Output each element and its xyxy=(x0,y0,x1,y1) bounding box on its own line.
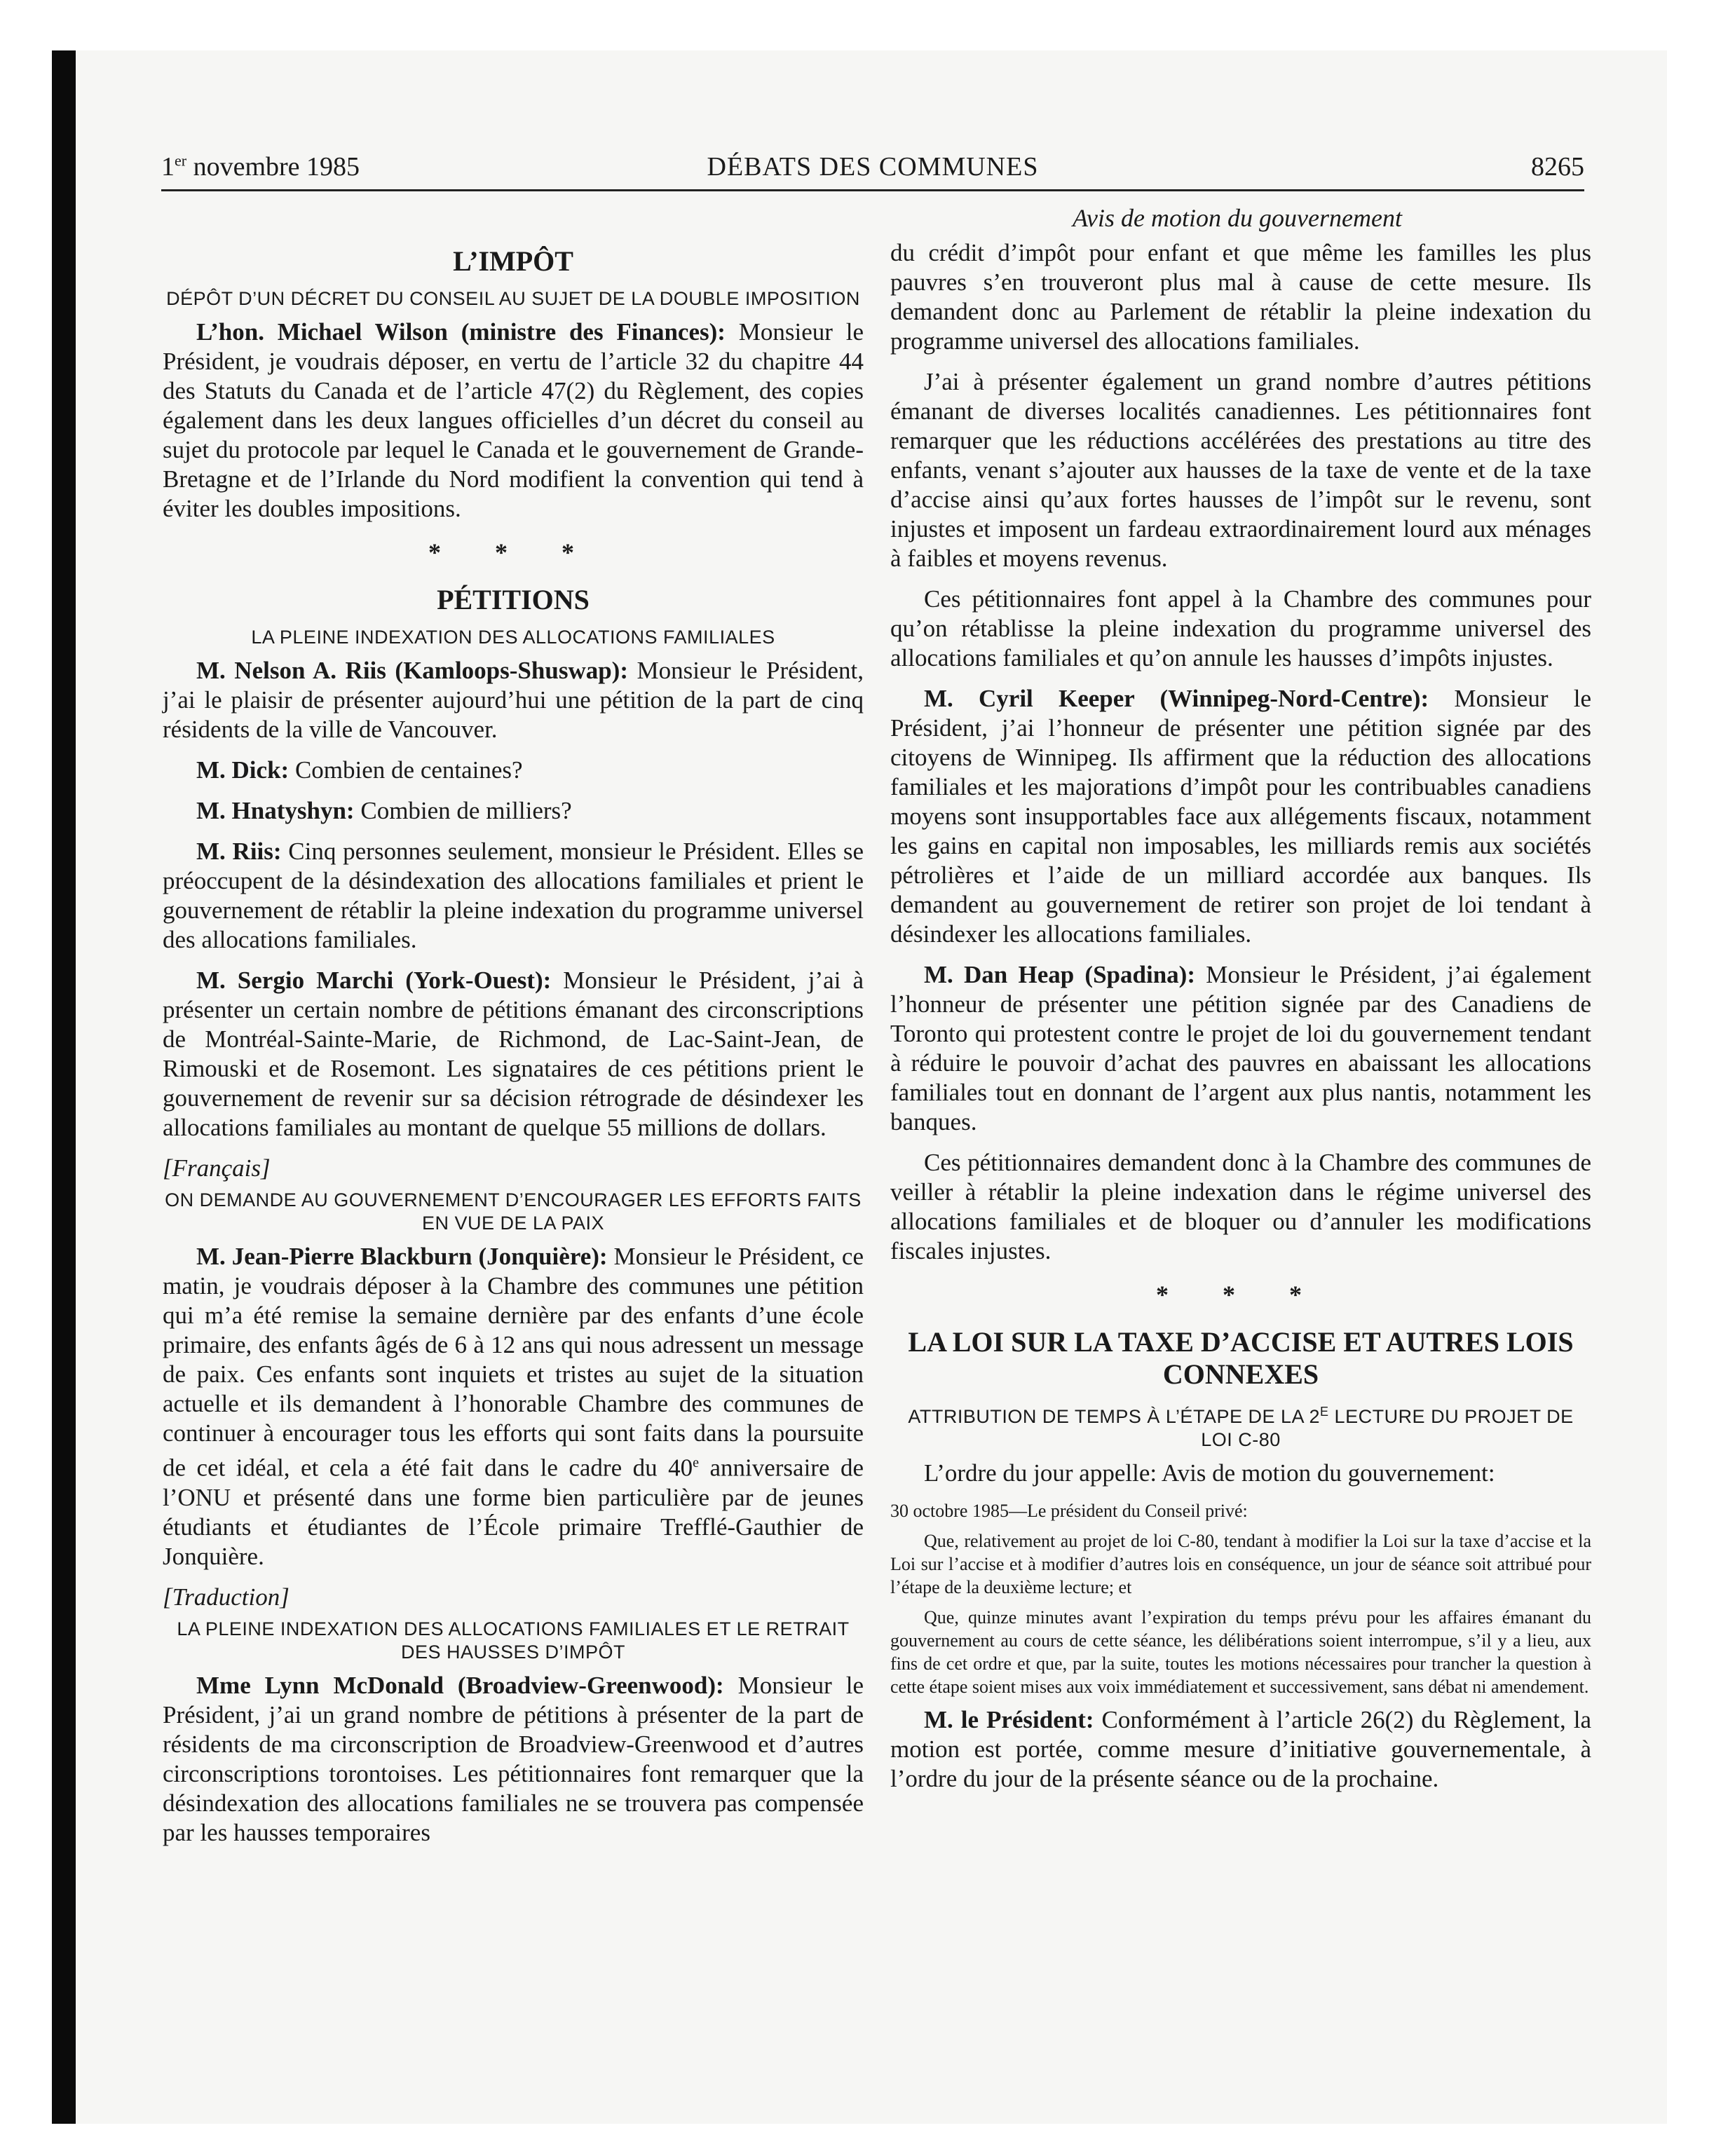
section-title-loi: LA LOI SUR LA TAXE D’ACCISE ET AUTRES LOIS CONNEXES xyxy=(908,1326,1574,1390)
section-subtitle-hausses: LA PLEINE INDEXATION DES ALLOCATIONS FAMILIALES ET LE RETRAIT DES HAUSSES D’IMPÔT xyxy=(177,1618,850,1663)
language-label-francais: [Français] xyxy=(163,1154,271,1182)
paragraph-blackburn: M. Jean-Pierre Blackburn (Jonquière): Monsieur le Président, ce matin, je voudrais déposer à la Chambre des communes une pétition qui m’a été remise la semaine dernière par des enfants d’une école primaire, des enfants âgés de 6 à 12 ans qui nous adressent un message de paix. Ces enfants sont inquiets et tristes au sujet de la situation actuelle et ils demandent à l’honorable Chambre des communes de continuer à encourager tous les efforts qui sont faits dans la poursuite de cet idéal, et cela a été fait dans le cadre du 40e anniversaire de l’ONU et présenté dans une forme bien particulière par de jeunes étudiants et étudiantes de l’École primaire Trefflé-Gauthier de Jonquière. xyxy=(163,1243,864,1570)
right-column xyxy=(890,238,1591,1805)
section-title-impot: L’IMPÔT xyxy=(453,245,573,277)
speaker-name: M. Hnatyshyn: xyxy=(196,797,355,824)
section-subtitle-attribution: ATTRIBUTION DE TEMPS À L’ÉTAPE DE LA $2^E$ LECTURE DU PROJET DE LOI C-80 xyxy=(908,1405,1574,1450)
header-date: 1er novembre 1985 xyxy=(161,151,360,182)
speaker-name: M. Riis: xyxy=(196,838,282,865)
scan-edge xyxy=(52,50,76,2124)
speaker-name: M. le Président: xyxy=(924,1706,1094,1733)
paragraph-president: M. le Président: Conformément à l’article 26(2) du Règlement, la motion est portée, comme mesure d’initiative gouvernementale, à l’ordre du jour de la présente séance ou de la prochaine. xyxy=(890,1706,1591,1792)
section-title-petitions: PÉTITIONS xyxy=(437,584,590,615)
paragraph-ordre-du-jour: L’ordre du jour appelle: Avis de motion du gouvernement: xyxy=(924,1459,1495,1487)
paragraph-mcdonald: Mme Lynn McDonald (Broadview-Greenwood): Monsieur le Président, j’ai un grand nombre de pétitions à présenter de la part de résidents de ma circonscription de Broadview-Greenwood et d’autres circonscriptions torontoises. Les pétitionnaires font remarquer que la désindexation des allocations familiales ne se trouvera pas compensée par les hausses temporaires xyxy=(163,1671,864,1846)
paragraph-heap: M. Dan Heap (Spadina): Monsieur le Président, j’ai également l’honneur de présenter une pétition signée par des Canadiens de Toronto qui protestent contre le projet de loi du gouvernement tendant à réduire le pouvoir d’achat des pauvres en abaissant les allocations familiales tout en donnant de l’argent aux plus nantis, notamment les banques. xyxy=(890,961,1591,1135)
speaker-name: L’hon. Michael Wilson (ministre des Finances): xyxy=(196,318,726,346)
language-label-traduction: [Traduction] xyxy=(163,1583,290,1611)
speaker-name: M. Dan Heap (Spadina): xyxy=(924,961,1195,988)
section-subtitle-paix: ON DEMANDE AU GOUVERNEMENT D’ENCOURAGER LES EFFORTS FAITS EN VUE DE LA PAIX xyxy=(165,1189,862,1234)
paragraph-riis: M. Nelson A. Riis (Kamloops-Shuswap): Monsieur le Président, j’ai le plaisir de présenter aujourd’hui une pétition de la part de cinq résidents de la ville de Vancouver. xyxy=(163,657,864,743)
paragraph-date-line: 30 octobre 1985—Le président du Conseil privé: xyxy=(890,1501,1248,1521)
paragraph-heap-2: Ces pétitionnaires demandent donc à la Chambre des communes de veiller à rétablir la pleine indexation dans le régime universel des allocations familiales et de bloquer ou d’annuler les modifications fiscales injustes. xyxy=(890,1149,1591,1264)
paragraph-continuation: du crédit d’impôt pour enfant et que même les familles les plus pauvres s’en trouveront plus mal à cause de cette mesure. Ils demandent donc au Parlement de rétablir la pleine indexation du programme universel des allocations familiales. xyxy=(890,239,1591,355)
motion-text-1: Que, relativement au projet de loi C-80, tendant à modifier la Loi sur la taxe d’accise et la Loi sur l’accise et à modifier d’autres lois en conséquence, un jour de séance soit attribué pour l’étape de la deuxième lecture; et xyxy=(890,1531,1591,1597)
paragraph-dick: M. Dick: Combien de centaines? xyxy=(196,756,523,784)
speaker-name: M. Nelson A. Riis (Kamloops-Shuswap): xyxy=(196,657,628,684)
section-subtitle-impot: DÉPÔT D’UN DÉCRET DU CONSEIL AU SUJET DE LA DOUBLE IMPOSITION xyxy=(166,288,860,309)
paragraph-keeper: M. Cyril Keeper (Winnipeg-Nord-Centre): Monsieur le Président, j’ai l’honneur de présenter une pétition signée par des citoyens de Winnipeg. Ils affirment que la réduction des allocations familiales et les majorations d’impôt pour les contribuables canadiens moyens sont insupportables face aux allégements fiscaux, notamment les gains en capital non imposables, les milliards remis aux sociétés pétrolières et l’aide de un milliard accordée aux banques. Ils demandent au gouvernement de retirer son projet de loi tendant à désindexer les allocations familiales. xyxy=(890,685,1591,948)
header-title: DÉBATS DES COMMUNES xyxy=(707,152,1039,182)
paragraph-wilson: L’hon. Michael Wilson (ministre des Finances): Monsieur le Président, je voudrais déposer, en vertu de l’article 32 du chapitre 44 des Statuts du Canada et de l’article 47(2) du Règlement, des copies également dans les deux langues officielles d’un décret du conseil au sujet du protocole par lequel le Canada et le gouvernement de Grande-Bretagne et de l’Irlande du Nord modifient la convention qui tend à éviter les doubles impositions. xyxy=(163,318,864,522)
motion-text-2: Que, quinze minutes avant l’expiration du temps prévu pour les affaires émanant du gouvernement au cours de cette séance, les délibérations soient interrompue, s’il y a lieu, aux fins de cet ordre et que, par la suite, toutes les motions nécessaires pour trancher la question à cette étape soient mises aux voix immédiatement et successivement, sans débat ni amendement. xyxy=(890,1607,1591,1697)
section-subtitle-indexation: LA PLEINE INDEXATION DES ALLOCATIONS FAMILIALES xyxy=(251,627,775,648)
section-divider: * * * xyxy=(428,538,598,566)
speaker-name: M. Cyril Keeper (Winnipeg-Nord-Centre): xyxy=(924,685,1429,712)
page-header xyxy=(161,147,1584,191)
speaker-name: Mme Lynn McDonald (Broadview-Greenwood): xyxy=(196,1671,724,1699)
paragraph-riis-2: M. Riis: Cinq personnes seulement, monsieur le Président. Elles se préoccupent de la désindexation des allocations familiales et prient le gouvernement de rétablir la pleine indexation du programme universel des allocations familiales. xyxy=(163,838,864,953)
speaker-name: M. Dick: xyxy=(196,756,290,784)
right-column-subheader: Avis de motion du gouvernement xyxy=(1073,204,1402,232)
header-page-number: 8265 xyxy=(1531,152,1584,182)
paragraph-marchi: M. Sergio Marchi (York-Ouest): Monsieur le Président, j’ai à présenter un certain nombre de pétitions émanant des circonscriptions de Montréal-Sainte-Marie, de Richmond, de Lac-Saint-Jean, de Rimouski et de Rosemont. Les signataires de ces pétitions prient le gouvernement de revenir sur sa décision rétrograde de désindexer les allocations familiales au montant de quelque 55 millions de dollars. xyxy=(163,967,864,1141)
speaker-name: M. Sergio Marchi (York-Ouest): xyxy=(196,967,552,994)
paragraph-appel: Ces pétitionnaires font appel à la Chambre des communes pour qu’on rétablisse la pleine indexation du programme universel des allocations familiales et qu’on annule les hausses d’impôts injustes. xyxy=(890,585,1591,671)
paragraph-autres-petitions: J’ai à présenter également un grand nombre d’autres pétitions émanant de diverses localités canadiennes. Les pétitionnaires font remarquer que les réductions accélérées des prestations au titre des enfants, venant s’ajouter aux hausses de la taxe de vente et de la taxe d’accise ainsi qu’aux fortes hausses de l’impôt sur le revenu, sont injustes et imposent un fardeau extraordinairement lourd aux ménages à faibles et moyens revenus. xyxy=(890,368,1591,572)
left-column xyxy=(163,238,864,1859)
speaker-name: M. Jean-Pierre Blackburn (Jonquière): xyxy=(196,1243,608,1270)
section-divider: * * * xyxy=(1156,1281,1326,1309)
paragraph-hnatyshyn: M. Hnatyshyn: Combien de milliers? xyxy=(196,797,572,824)
